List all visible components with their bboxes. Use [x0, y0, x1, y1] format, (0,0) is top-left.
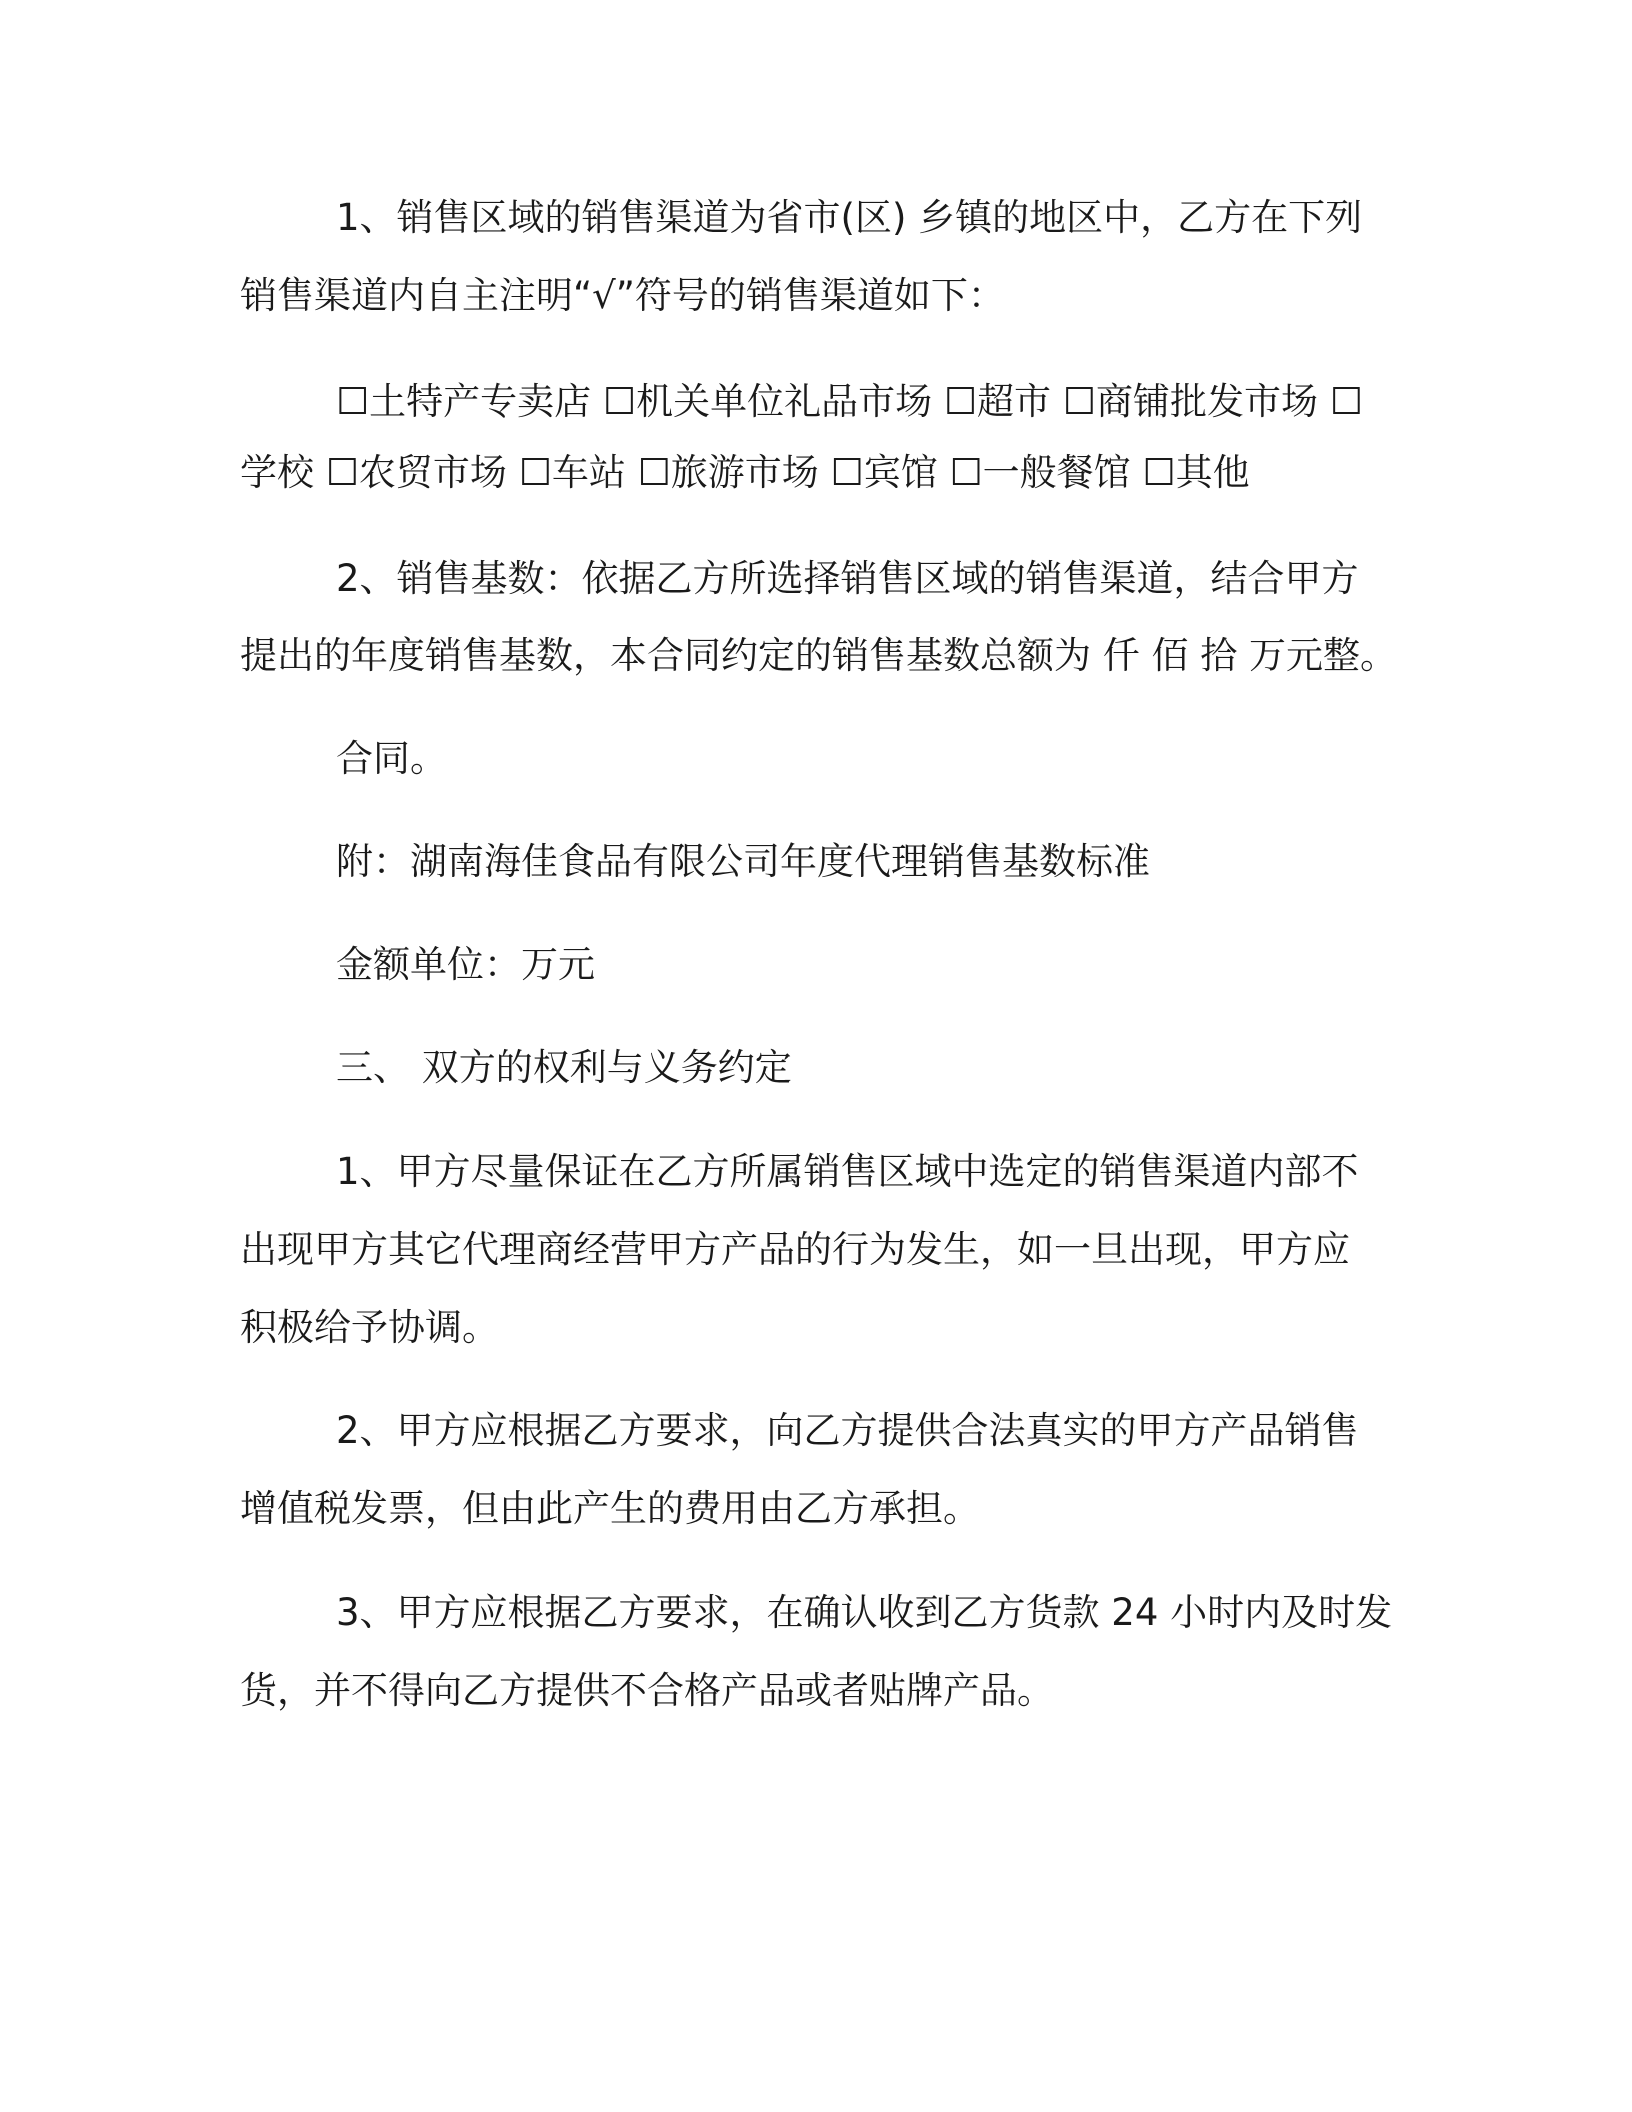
paragraph-sales-base-line-2: 提出的年度销售基数，本合同约定的销售基数总额为 仟 佰 拾 万元整。 [240, 634, 1398, 677]
section-3-item-3-line-1: 3、甲方应根据乙方要求，在确认收到乙方货款 24 小时内及时发 [336, 1591, 1393, 1634]
appendix-text: 附：湖南海佳食品有限公司年度代理销售基数标准 [336, 840, 1150, 883]
contract-text: 合同。 [336, 737, 447, 780]
paragraph-sales-region-line-1: 1、销售区域的销售渠道为省市(区) 乡镇的地区中，乙方在下列 [336, 196, 1363, 239]
section-3-item-1-line-3: 积极给予协调。 [240, 1306, 499, 1349]
section-3-heading: 三、 双方的权利与义务约定 [336, 1046, 792, 1089]
amount-unit-text: 金额单位：万元 [336, 943, 595, 986]
section-3-item-1-line-2: 出现甲方其它代理商经营甲方产品的行为发生，如一旦出现，甲方应 [240, 1228, 1350, 1271]
section-3-item-1-line-1: 1、甲方尽量保证在乙方所属销售区域中选定的销售渠道内部不 [336, 1150, 1359, 1193]
section-3-item-3-line-2: 货，并不得向乙方提供不合格产品或者贴牌产品。 [240, 1669, 1054, 1712]
paragraph-sales-region-line-2: 销售渠道内自主注明“√”符号的销售渠道如下： [240, 274, 1005, 317]
section-3-item-2-line-1: 2、甲方应根据乙方要求，向乙方提供合法真实的甲方产品销售 [336, 1409, 1359, 1452]
channel-checklist-line-2: 学校 ☐农贸市场 ☐车站 ☐旅游市场 ☐宾馆 ☐一般餐馆 ☐其他 [240, 451, 1250, 494]
channel-checklist-line-1: ☐土特产专卖店 ☐机关单位礼品市场 ☐超市 ☐商铺批发市场 ☐ [336, 380, 1363, 423]
section-3-item-2-line-2: 增值税发票，但由此产生的费用由乙方承担。 [240, 1487, 980, 1530]
paragraph-sales-base-line-1: 2、销售基数：依据乙方所选择销售区域的销售渠道，结合甲方 [336, 557, 1359, 600]
